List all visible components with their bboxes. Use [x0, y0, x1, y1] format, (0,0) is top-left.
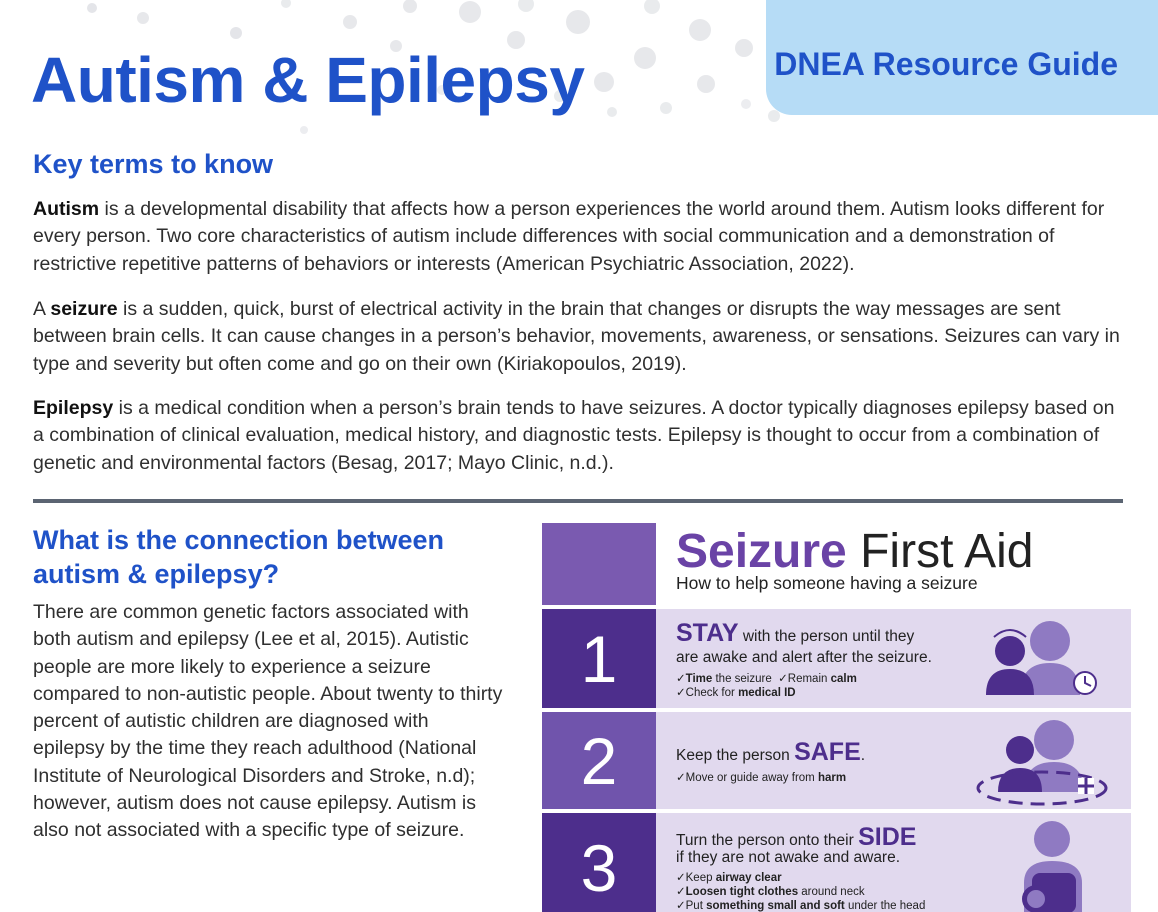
first-aid-title-first-aid: First Aid [860, 525, 1034, 578]
bullet-bold: medical ID [738, 687, 796, 699]
step-side [542, 813, 1131, 912]
seizure-definition [33, 296, 1128, 378]
bullet-text: Remain [787, 673, 831, 685]
resource-guide-badge [766, 0, 1158, 115]
check-mark: ✓ [676, 673, 686, 685]
bullet-bold: Loosen tight clothes [685, 886, 799, 898]
step-side-line1 [676, 823, 916, 852]
step-stay-bullet2 [676, 685, 796, 699]
step-safe-bullet1 [676, 770, 846, 784]
bullet-bold: airway clear [715, 872, 782, 884]
step-keyword: SAFE [794, 738, 861, 766]
check-mark: ✓ [676, 886, 686, 898]
step-text: with the person until they [738, 628, 915, 645]
step-side-line2: if they are not awake and aware. [676, 849, 901, 866]
epilepsy-text: is a medical condition when a person’s brain tends to have seizures. A doctor typically diagnoses epilepsy based on a combination of clinical evaluation, medical history, and diagnostic tests. Epilepsy is thought to occur from a combination of genetic and environmental factors (Besag, 2017; Mayo Clinic, n.d.). [33, 397, 1115, 474]
bullet-text: under the head [844, 900, 926, 912]
people-side-position-icon [1002, 817, 1112, 912]
step-keyword: SIDE [858, 823, 917, 851]
step-text: Turn the person onto their [676, 832, 859, 849]
first-aid-subtitle: How to help someone having a seizure [676, 573, 978, 593]
check-mark: ✓ [676, 687, 686, 699]
seizure-text: is a sudden, quick, burst of electrical activity in the brain that changes or disrupts the way messages are sent between brain cells. It can cause changes in a person’s behavior, movements, awareness, or sensations. Seizures can vary in type and severity but often come and go on their own (Kiriakopoulos, 2019). [33, 298, 1120, 375]
check-mark: ✓ [778, 673, 788, 685]
seizure-prefix: A [33, 298, 51, 320]
key-terms-heading: Key terms to know [33, 149, 274, 179]
check-mark: ✓ [676, 900, 686, 912]
bullet-bold: Time [685, 673, 713, 685]
step-side-bullet2 [676, 884, 865, 898]
autism-text: is a developmental disability that affects how a person experiences the world around them. Autism looks different for every person. Two core characteristics of autism include differences with social communication and a demonstration of restrictive repetitive patterns of behaviors or interests (American Psychiatric Association, 2022). [33, 198, 1105, 275]
people-safe-zone-icon [972, 716, 1112, 808]
connection-text: There are common genetic factors associated with both autism and epilepsy (Lee et al, 2015). Autistic people are more likely to experience a seizure compared to non-autistic people. About twenty to thirty percent of autistic children are diagnosed with epilepsy by the time they reach adulthood (National Institute of Neurological Disorders and Stroke, n.d); however, autism does not cause epilepsy. Autism is also not associated with a specific type of seizure. [33, 601, 503, 842]
seizure-term: seizure [50, 298, 118, 320]
step-stay [542, 609, 1131, 708]
bullet-bold: calm [830, 673, 857, 685]
step-stay-bullet1 [676, 671, 857, 685]
step-stay-line1 [676, 619, 914, 648]
bullet-bold: something small and soft [706, 900, 845, 912]
section-divider [33, 499, 1123, 503]
step-side-bullet1 [676, 870, 782, 884]
check-mark: ✓ [676, 872, 686, 884]
step-keyword: STAY [676, 619, 739, 647]
step-safe [542, 712, 1131, 809]
bullet-bold: harm [817, 772, 847, 784]
page-title: Autism & Epilepsy [31, 44, 585, 116]
step-tail: . [860, 747, 866, 764]
autism-term: Autism [33, 198, 100, 220]
bullet-text: Put [685, 900, 707, 912]
bullet-text: the seizure [712, 673, 772, 685]
step-text: Keep the person [676, 747, 795, 764]
card-corner-block [542, 523, 656, 605]
step-number: 1 [542, 609, 656, 708]
step-number: 3 [542, 813, 656, 912]
step-safe-line1 [676, 738, 865, 767]
epilepsy-term: Epilepsy [33, 397, 114, 419]
seizure-first-aid-card [542, 523, 1131, 912]
bullet-text: Check for [685, 687, 739, 699]
badge-label: DNEA Resource Guide [774, 46, 1118, 82]
bullet-text: around neck [798, 886, 865, 898]
step-side-bullet3 [676, 898, 925, 912]
bullet-text: Keep [685, 872, 716, 884]
step-stay-line2: are awake and alert after the seizure. [676, 649, 932, 666]
connection-heading: What is the connection between autism & epilepsy? [33, 525, 445, 589]
people-clock-icon [980, 619, 1100, 699]
epilepsy-definition [33, 395, 1128, 477]
step-number: 2 [542, 712, 656, 809]
autism-definition [33, 196, 1128, 278]
check-mark: ✓ [676, 772, 686, 784]
first-aid-title-seizure: Seizure [676, 525, 847, 578]
bullet-text: Move or guide away from [685, 772, 818, 784]
